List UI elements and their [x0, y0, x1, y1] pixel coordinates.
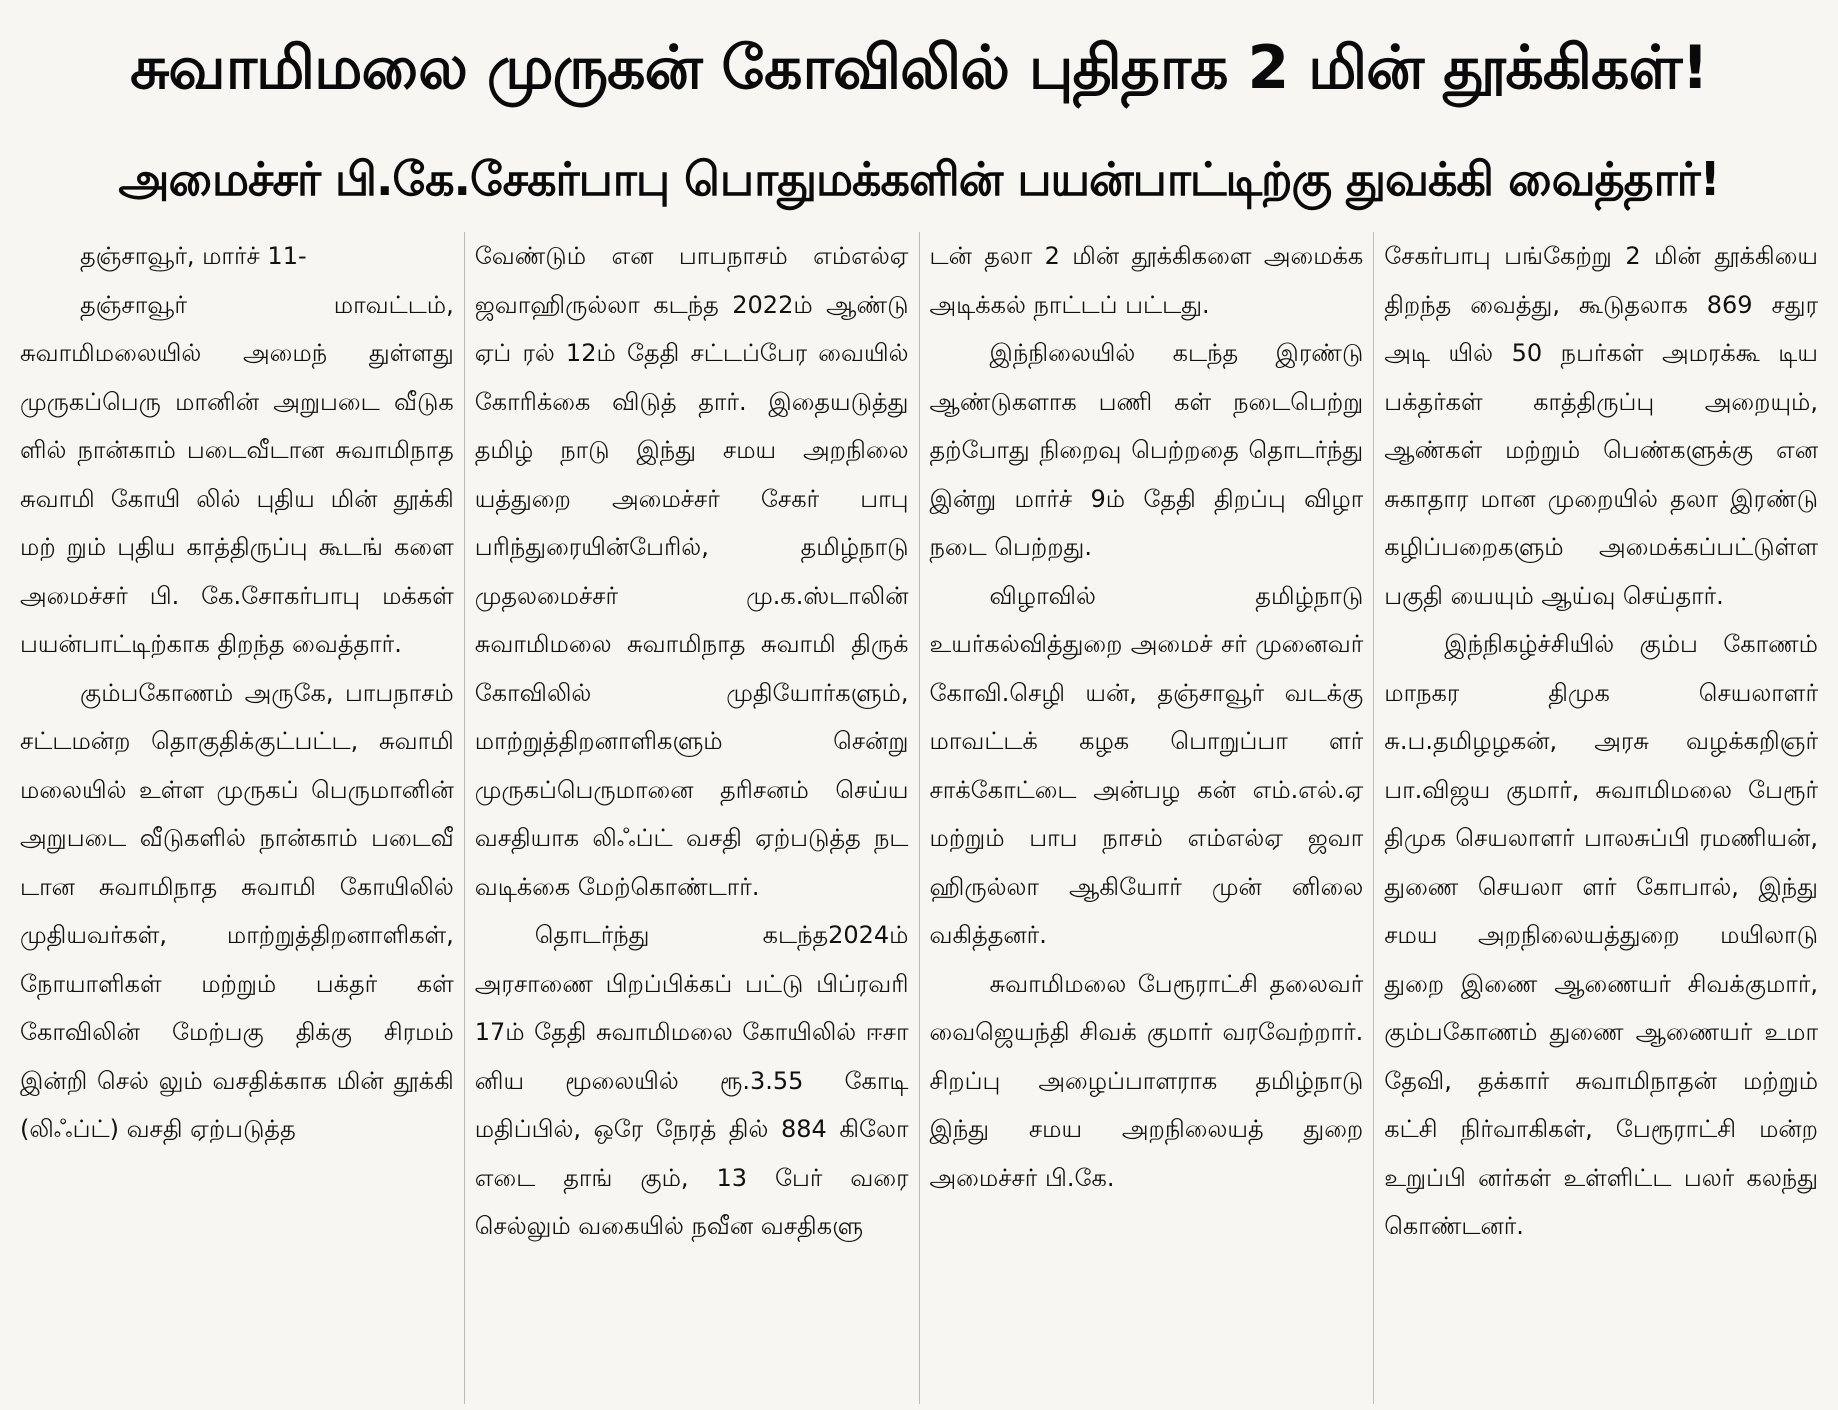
paragraph: டன் தலா 2 மின் தூக்கிகளை அமைக்க அடிக்கல் நாட்டப் பட்டது. [929, 242, 1364, 319]
paragraph: தொடர்ந்து கடந்த2024ம் அரசாணை பிறப்பிக்கப் பட்டு பிப்ரவரி 17ம் தேதி சுவாமிமலை கோயிலில் ஈசா னிய மூலையில் ரூ.3.55 கோடி மதிப்பில், ஒரே நேரத் தில் 884 கிலோ எடை தாங் கும், 13 பேர் வரை செல்லும் வகையில் நவீன வசதிகளு [474, 921, 909, 1240]
column-4 [1373, 232, 1828, 1404]
column-2 [464, 232, 919, 1404]
column-1 [10, 232, 464, 1404]
article-body [10, 232, 1828, 1404]
dateline: தஞ்சாவூர், மார்ச் 11- [80, 242, 307, 270]
column-3 [919, 232, 1374, 1404]
headline: சுவாமிமலை முருகன் கோவிலில் புதிதாக 2 மின் தூக்கிகள்! [130, 33, 1708, 103]
paragraph: வேண்டும் என பாபநாசம் எம்எல்ஏ ஜவாஹிருல்லா கடந்த 2022ம் ஆண்டு ஏப் ரல் 12ம் தேதி சட்டப்பேர வையில் கோரிக்கை விடுத் தார். இதையடுத்து தமிழ் நாடு இந்து சமய அறநிலை யத்துறை அமைச்சர் சேகர் பாபு பரிந்துரையின்பேரில், தமிழ்நாடு முதலமைச்சர் மு.க.ஸ்டாலின் சுவாமிமலை சுவாமிநாத சுவாமி திருக் கோவிலில் முதியோர்களும், மாற்றுத்திறனாளிகளும் சென்று முருகப்பெருமானை தரிசனம் செய்ய வசதியாக லிஃப்ட் வசதி ஏற்படுத்த நட வடிக்கை மேற்கொண்டார். [474, 242, 909, 901]
paragraph: கும்பகோணம் அருகே, பாபநாசம் சட்டமன்ற தொகுதிக்குட்பட்ட, சுவாமி மலையில் உள்ள முருகப் பெருமானின் அறுபடை வீடுகளில் நான்காம் படைவீ டான சுவாமிநாத சுவாமி கோயிலில் முதியவர்கள், மாற்றுத்திறனாளிகள், நோயாளிகள் மற்றும் பக்தர் கள் கோவிலின் மேற்பகு திக்கு சிரமம் இன்றி செல் லும் வசதிக்காக மின் தூக்கி (லிஃப்ட்) வசதி ஏற்படுத்த [20, 678, 454, 1143]
paragraph: இந்நிகழ்ச்சியில் கும்ப கோணம் மாநகர திமுக செயலாளர் சு.ப.தமிழழகன், அரசு வழக்கறிஞர் பா.விஜய குமார், சுவாமிமலை பேரூர் திமுக செயலாளர் பாலசுப்பி ரமணியன், துணை செயலா ளர் கோபால், இந்து சமய அறநிலையத்துறை மயிலாடு துறை இணை ஆணையர் சிவக்குமார், கும்பகோணம் துணை ஆணையர் உமா தேவி, தக்கார் சுவாமிநாதன் மற்றும் கட்சி நிர்வாகிகள், பேரூராட்சி மன்ற உறுப்பி னர்கள் உள்ளிட்ட பலர் கலந்து கொண்டனர். [1384, 630, 1818, 1240]
paragraph: விழாவில் தமிழ்நாடு உயர்கல்வித்துறை அமைச் சர் முனைவர் கோவி.செழி யன், தஞ்சாவூர் வடக்கு மாவட்டக் கழக பொறுப்பா ளர் சாக்கோட்டை அன்பழ கன் எம்.எல்.ஏ மற்றும் பாப நாசம் எம்எல்ஏ ஜவா ஹிருல்லா ஆகியோர் முன் னிலை வகித்தனர். [929, 581, 1364, 949]
paragraph: சுவாமிமலை பேரூராட்சி தலைவர் வைஜெயந்தி சிவக் குமார் வரவேற்றார். சிறப்பு அழைப்பாளராக தமிழ்நாடு இந்து சமய அறநிலையத் துறை அமைச்சர் பி.கே. [929, 969, 1364, 1192]
paragraph: தஞ்சாவூர் மாவட்டம், சுவாமிமலையில் அமைந் துள்ளது முருகப்பெரு மானின் அறுபடை வீடுக ளில் நான்காம் படைவீடான சுவாமிநாத சுவாமி கோயி லில் புதிய மின் தூக்கி மற் றும் புதிய காத்திருப்பு கூடங் களை அமைச்சர் பி. கே.சோகர்பாபு மக்கள் பயன்பாட்டிற்காக திறந்த வைத்தார். [20, 290, 454, 658]
paragraph: இந்நிலையில் கடந்த இரண்டு ஆண்டுகளாக பணி கள் நடைபெற்று தற்போது நிறைவு பெற்றதை தொடர்ந்து இன்று மார்ச் 9ம் தேதி திறப்பு விழா நடை பெற்றது. [929, 339, 1364, 561]
subheadline: அமைச்சர் பி.கே.சேகர்பாபு பொதுமக்களின் பயன்பாட்டிற்கு துவக்கி வைத்தார்! [118, 152, 1720, 206]
paragraph: சேகர்பாபு பங்கேற்று 2 மின் தூக்கியை திறந்த வைத்து, கூடுதலாக 869 சதுர அடி யில் 50 நபர்கள் அமரக்கூ டிய பக்தர்கள் காத்திருப்பு அறையும், ஆண்கள் மற்றும் பெண்களுக்கு என சுகாதார மான முறையில் தலா இரண்டு கழிப்பறைகளும் அமைக்கப்பட்டுள்ள பகுதி யையும் ஆய்வு செய்தார். [1384, 242, 1818, 610]
